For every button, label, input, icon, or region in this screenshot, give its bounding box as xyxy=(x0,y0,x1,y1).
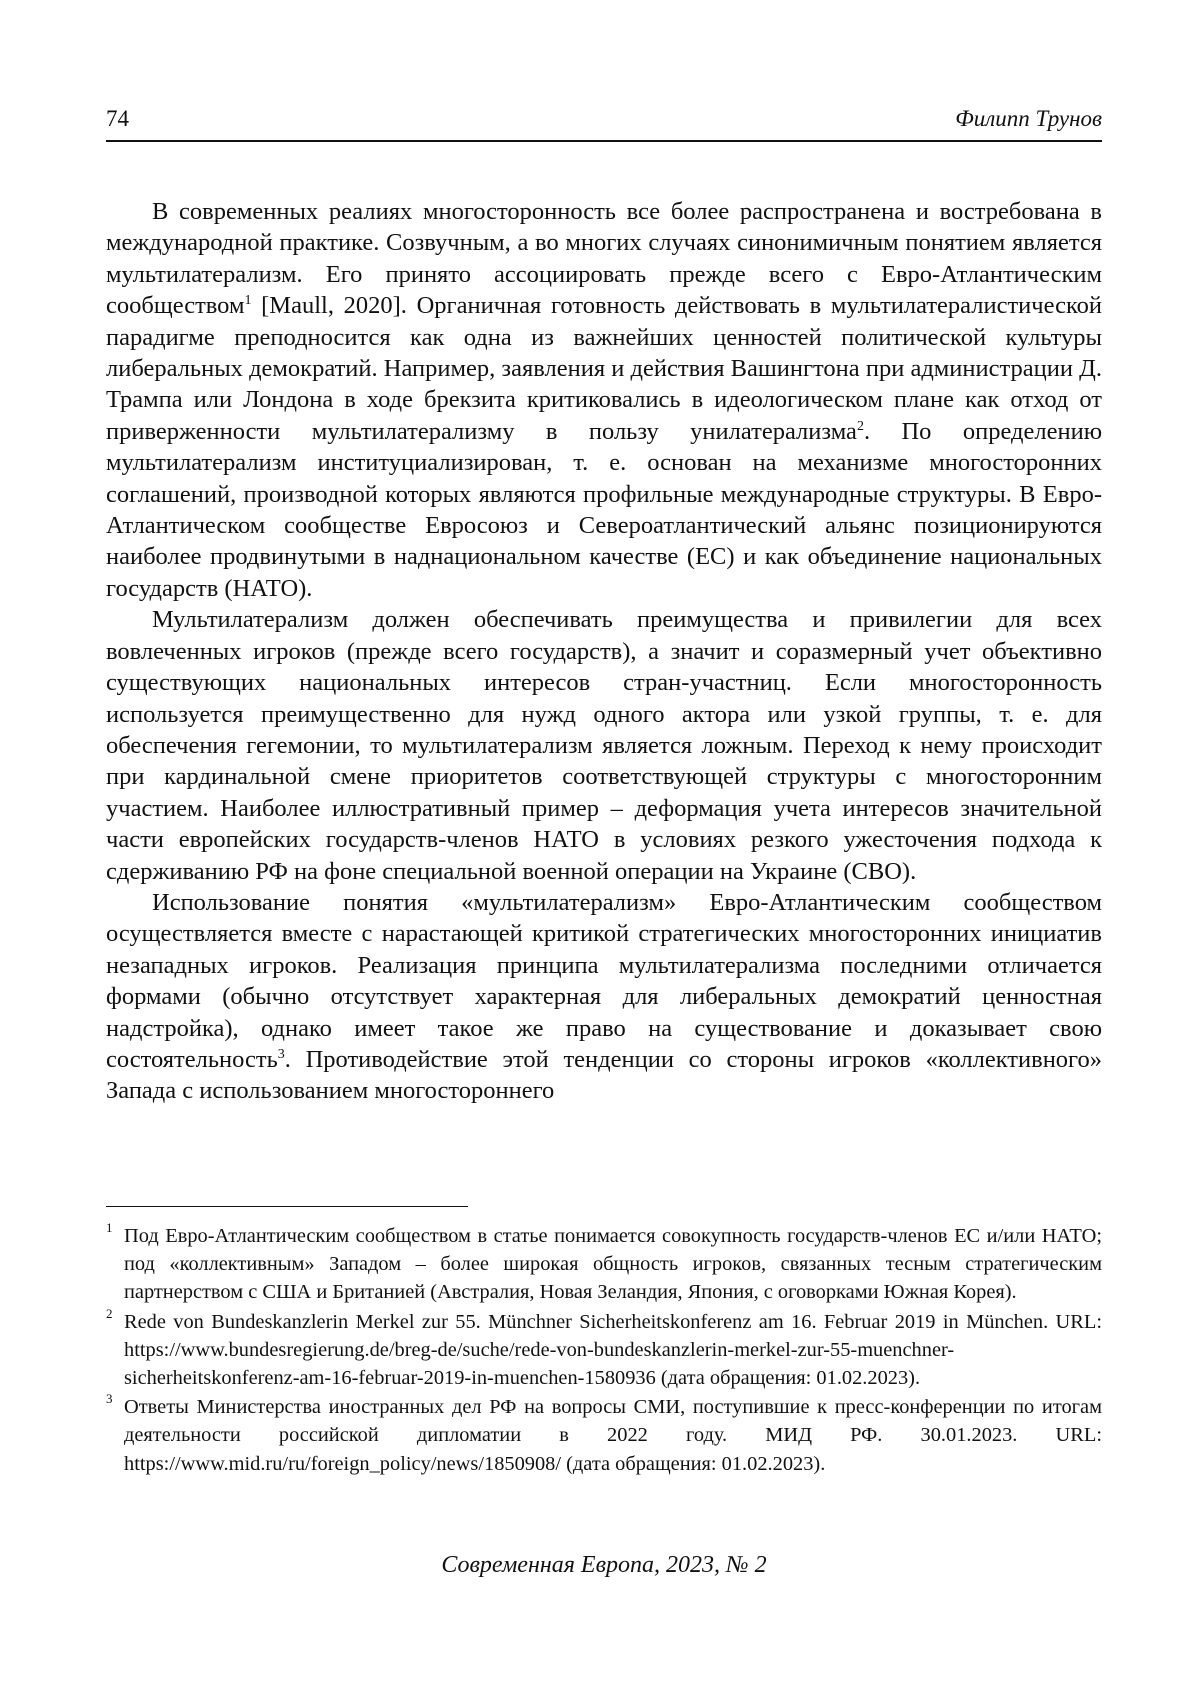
footnote-1-number: 1 xyxy=(106,1220,113,1235)
footnote-ref-1[interactable]: 1 xyxy=(244,293,252,309)
paragraph-3 xyxy=(106,887,1102,1107)
footnote-1-text: Под Евро-Атлантическим сообществом в статье понимается совокупность государств-членов ЕС и/или НАТО; под «коллективным» Западом – более широкая общность игроков, связанных тесным стратегическим партнерством с США и Британией (Австралия, Новая Зеландия, Япония, с оговорками Южная Корея). xyxy=(124,1225,1102,1304)
footnote-ref-2[interactable]: 2 xyxy=(856,418,864,434)
paragraph-1 xyxy=(106,196,1102,604)
running-header xyxy=(106,104,1102,142)
paragraph-2: Мультилатерализм должен обеспечивать преимущества и привилегии для всех вовлеченных игроков (прежде всего государств), а значит и соразмерный учет объективно существующих национальных интересов стран-участниц. Если многосторонность используется преимущественно для нужд одного актора или узкой группы, т. е. для обеспечения гегемонии, то мультилатерализм является ложным. Переход к нему происходит при кардинальной смене приоритетов соответствующей структуры с многосторонним участием. Наиболее иллюстративный пример – деформация учета интересов значительной части европейских государств-членов НАТО в условиях резкого ужесточения подхода к сдерживанию РФ на фоне специальной военной операции на Украине (СВО). xyxy=(106,606,1102,885)
paragraph-1-part-3: . По определению мультилатерализм институциализирован, т. е. основан на механизме многосторонних соглашений, производной которых являются профильные международные структуры. В Евро-Атлантическом сообществе Евросоюз и Североатлантический альянс позиционируются наиболее продвинутыми в наднациональном качестве (ЕС) и как объединение национальных государств (НАТО). xyxy=(106,417,1102,602)
paragraph-3-part-2: . Противодействие этой тенденции со стороны игроков «коллективного» Запада с использованием многостороннего xyxy=(106,1045,1102,1105)
article-body xyxy=(106,196,1102,1107)
footnote-3-text: Ответы Министерства иностранных дел РФ на вопросы СМИ, поступившие к пресс-конференции по итогам деятельности российской дипломатии в 2022 году. МИД РФ. 30.01.2023. URL: https://www.mid.ru/ru/foreign_policy/news/1850908/ (дата обращения: 01.02.2023). xyxy=(124,1396,1102,1475)
footnotes xyxy=(106,1222,1102,1479)
paragraph-1-part-1: В современных реалиях многосторонность все более распространена и востребована в международной практике. Созвучным, а во многих случаях синонимичным понятием является мультилатерализм. Его принято ассоциировать прежде всего с Евро-Атлантическим сообществом xyxy=(106,198,1102,320)
paragraph-1-part-2: [Maull, 2020]. Органичная готовность действовать в мультилатералистической парадигме преподносится как одна из важнейших ценностей политической культуры либеральных демократий. Например, заявления и действия Вашингтона при администрации Д. Трампа или Лондона в ходе брекзита критиковались в идеологическом плане как отход от приверженности мультилатерализму в пользу унилатерализма xyxy=(106,292,1102,445)
footnote-2 xyxy=(106,1305,1102,1393)
footnote-ref-3[interactable]: 3 xyxy=(277,1046,285,1062)
paragraph-3-part-1: Использование понятия «мультилатерализм» Евро-Атлантическим сообществом осуществляется вместе с нарастающей критикой стратегических многосторонних инициатив незападных игроков. Реализация принципа мультилатерализма последними отличается формами (обычно отсутствует характерная для либеральных демократий ценностная надстройка), однако имеет такое же право на существование и доказывает свою состоятельность xyxy=(106,888,1102,1073)
footnote-3-number: 3 xyxy=(106,1391,113,1407)
running-author: Филипп Трунов xyxy=(955,106,1102,131)
footnote-divider xyxy=(106,1206,468,1207)
footnote-2-text: Rede von Bundeskanzlerin Merkel zur 55. Münchner Sicherheitskonferenz am 16. Februar 2019 in München. URL: https://www.bundesregierung.de/breg-de/suche/rede-von-bundeskanzlerin-merkel-zur-55-muenchner-sicherheitskonferenz-am-16-februar-2019-in-muenchen-1580936 (дата обращения: 01.02.2023). xyxy=(124,1310,1102,1390)
journal-footer: Современная Европа, 2023, № 2 xyxy=(441,1552,767,1578)
footnote-3 xyxy=(106,1393,1102,1478)
footnote-2-number: 2 xyxy=(106,1305,113,1321)
footnote-1 xyxy=(106,1222,1102,1307)
page-number: 74 xyxy=(106,106,129,131)
